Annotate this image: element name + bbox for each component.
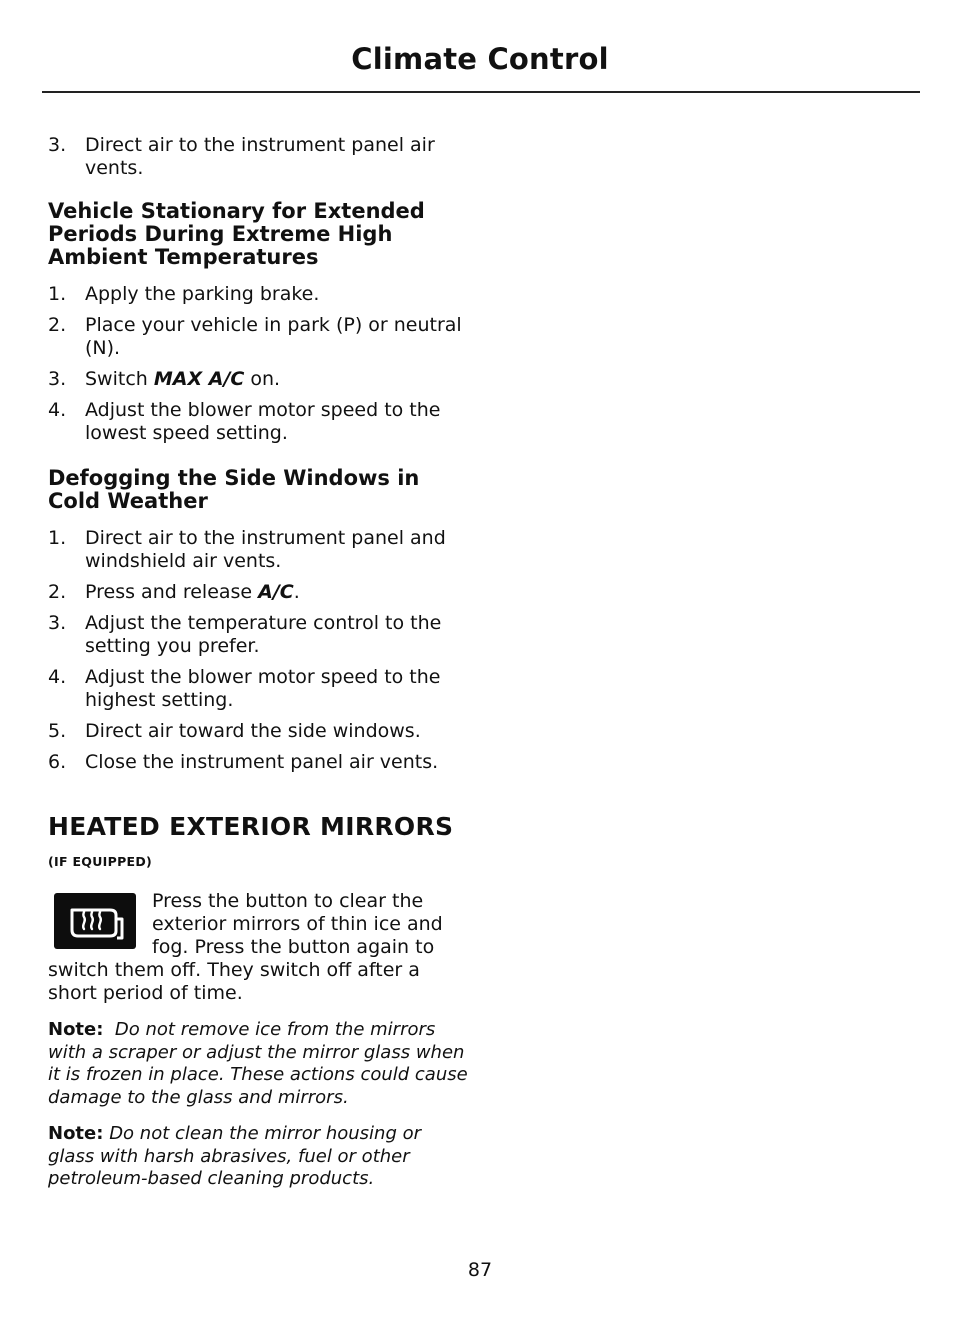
note-label: Note:: [48, 1019, 104, 1040]
step-text-post: .: [293, 581, 300, 603]
note-paragraph: [48, 1019, 468, 1109]
step-text-post: on.: [244, 368, 281, 390]
list-item: [48, 314, 468, 360]
header-divider: [42, 91, 920, 93]
step-text-pre: Press and release: [85, 581, 259, 603]
step-text: Place your vehicle in park (P) or neutral (N).: [85, 314, 462, 359]
step-number: 6.: [48, 751, 67, 773]
equipment-tag: (IF EQUIPPED): [48, 854, 153, 869]
list-item: [48, 399, 468, 445]
section-heading-heated-mirrors: HEATED EXTERIOR MIRRORS: [48, 812, 454, 841]
heated-mirror-description: [48, 890, 468, 1005]
step-text: Apply the parking brake.: [85, 283, 320, 305]
step-number: 5.: [48, 720, 67, 742]
list-item: [48, 666, 468, 712]
section-heading-defogging: Defogging the Side Windows in Cold Weather: [48, 466, 420, 513]
list-item: [48, 368, 468, 391]
step-number: 3.: [48, 368, 67, 390]
list-item: [48, 581, 468, 604]
note-paragraph: [48, 1123, 468, 1191]
list-item: [48, 283, 468, 306]
page-header-title: Climate Control: [351, 42, 609, 76]
content-column: [48, 134, 468, 1191]
list-item: [48, 527, 468, 573]
step-text-pre: Switch: [85, 368, 154, 390]
step-number: 3.: [48, 612, 67, 634]
step-text: Adjust the blower motor speed to the lowest speed setting.: [85, 399, 441, 444]
note-text: Do not clean the mirror housing or glass with harsh abrasives, fuel or other petroleum-based cleaning products.: [48, 1123, 422, 1189]
list-item: [48, 751, 468, 774]
step-number: 3.: [48, 134, 67, 156]
note-text: Do not remove ice from the mirrors with a scraper or adjust the mirror glass when it is frozen in place. These actions could cause damage to the glass and mirrors.: [48, 1019, 468, 1108]
step-number: 1.: [48, 283, 67, 305]
step-text: Adjust the blower motor speed to the highest setting.: [85, 666, 441, 711]
section-heading-vehicle-stationary: Vehicle Stationary for Extended Periods During Extreme High Ambient Temperatures: [48, 199, 425, 269]
step-number: 2.: [48, 314, 67, 336]
heated-mirror-icon: [54, 893, 136, 949]
step-text: Direct air to the instrument panel and windshield air vents.: [85, 527, 446, 572]
control-name: MAX A/C: [153, 368, 245, 390]
step-number: 4.: [48, 666, 67, 688]
step-number: 1.: [48, 527, 67, 549]
list-item: [48, 612, 468, 658]
step-number: 2.: [48, 581, 67, 603]
page-number: 87: [467, 1259, 493, 1281]
step-text: Adjust the temperature control to the setting you prefer.: [85, 612, 442, 657]
control-name: A/C: [258, 581, 294, 603]
step-text: Close the instrument panel air vents.: [85, 751, 439, 773]
intro-step: [48, 134, 468, 180]
step-number: 4.: [48, 399, 67, 421]
note-label: Note:: [48, 1123, 104, 1144]
heated-mirror-text: Press the button to clear the exterior mirrors of thin ice and fog. Press the button again to switch them off. They switch off after a short period of time.: [48, 890, 443, 1004]
list-item: [48, 720, 468, 743]
step-text: Direct air toward the side windows.: [85, 720, 421, 742]
step-text: Direct air to the instrument panel air vents.: [85, 134, 435, 179]
